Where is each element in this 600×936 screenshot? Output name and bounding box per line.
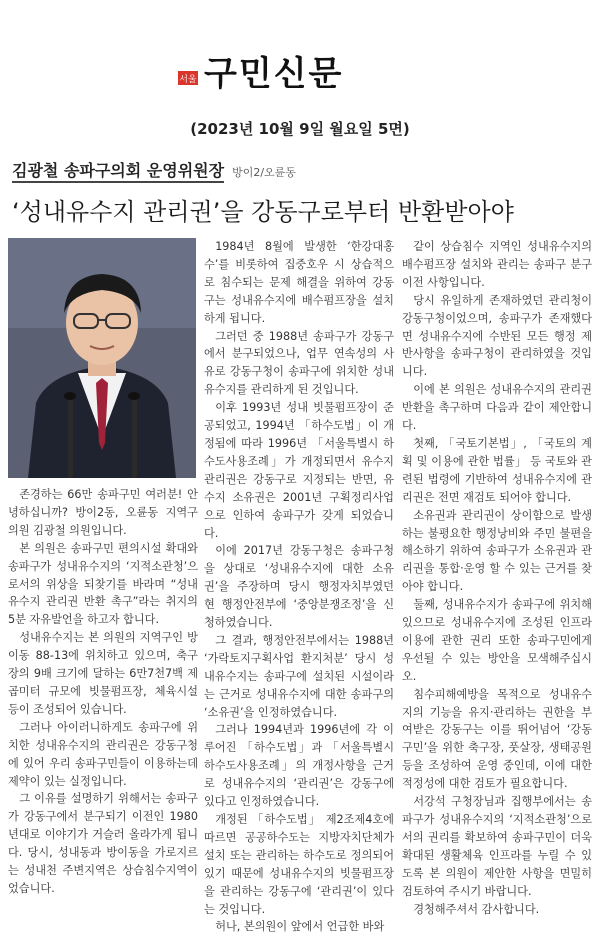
paragraph: 이에 본 의원은 성내유수지의 관리권 반환을 촉구하며 다음과 같이 제안합니다. bbox=[402, 383, 592, 433]
article-column-3 bbox=[402, 238, 592, 918]
paragraph: 같이 상습침수 지역인 성내유수지의 배수펌프장 설치와 관리는 송파구 분구 이전 사항입니다. bbox=[402, 240, 592, 289]
paragraph: 당시 유일하게 존재하였던 관리청이 강동구청이었으며, 송파구가 존재했다면 성내유수지에 수반된 모든 행정 제반사항을 송파구청이 관리하였을 것입니다. bbox=[402, 293, 592, 379]
portrait-illustration bbox=[8, 238, 196, 478]
paragraph: 첫째, 「국토기본법」, 「국토의 계획 및 이용에 관한 법률」 등 국토와 관련된 법령에 기반하여 성내유수지에 관리권은 전면 재검토 되어야 합니다. bbox=[402, 436, 592, 504]
headline: ‘성내유수지 관리권’을 강동구로부터 반환받아야 bbox=[12, 198, 514, 226]
paragraph: 침수피해예방을 목적으로 성내유수지의 기능을 유지·관리하는 권한을 부여받은 강동구는 이를 뛰어넘어 ‘강동구민’을 위한 축구장, 풋살장, 생태공원등을 조성하여 운영 중인데, 이에 대한 적정성에 대한 검토가 필요합니다. bbox=[402, 687, 592, 791]
paragraph: 개정된 「하수도법」 제2조제4호에 따르면 공공하수도는 지방자치단체가 설치 또는 관리하는 하수도로 정의되어 있기 때문에 성내유수지의 빗물펌프장을 관리하는 강동구에 ‘관리권’이 있다는 것입니다. bbox=[204, 813, 394, 916]
masthead bbox=[178, 48, 343, 92]
paragraph: 1984년 8월에 발생한 ‘한강대홍수’를 비롯하여 집중호우 시 상습적으로 침수되는 문제 해결을 위하여 강동구는 성내유수지에 배수펌프장을 설치하게 됩니다. bbox=[204, 240, 394, 325]
article-column-2 bbox=[204, 238, 394, 936]
publication-date: (2023년 10월 9일 월요일 5면) bbox=[190, 120, 410, 138]
paragraph: 그 이유를 설명하기 위해서는 송파구가 강동구에서 분구되기 이전인 1980년대로 이야기가 거슬러 올라가게 됩니다. 당시, 성내동과 방이동을 가로지르는 성내천 주변지역은 상습침수지역이었습니다. bbox=[8, 792, 198, 895]
paragraph: 경청해주셔서 감사합니다. bbox=[413, 902, 540, 916]
author-district: 방이2/오륜동 bbox=[232, 166, 296, 179]
paragraph: 그 결과, 행정안전부에서는 1988년 ‘가락토지구획사업 환지처분’ 당시 성내유수지는 송파구에 설치된 시설이라는 근거로 성내유수지에 대한 송파구의 ‘소유권’을 인정하였습니다. bbox=[204, 633, 394, 719]
paragraph: 그러나 아이러니하게도 송파구에 위치한 성내유수지의 관리권은 강동구청에 있어 우리 송파구민들이 이용하는데 제약이 있는 실정입니다. bbox=[8, 720, 198, 788]
author-title: 김광철 송파구의회 운영위원장 bbox=[12, 158, 224, 183]
paragraph: 본 의원은 송파구민 편의시설 확대와 송파구가 성내유수지의 ‘지적소관청’으로서의 위상을 되찾기를 바라며 “성내유수지 관리권 반환 촉구”라는 취지의 5분 자유발언을 하고자 합니다. bbox=[8, 541, 198, 627]
paragraph: 존경하는 66만 송파구민 여러분! 안녕하십니까? 방이2동, 오륜동 지역구 의원 김광철 의원입니다. bbox=[8, 488, 198, 537]
paragraph: 이후 1993년 성내 빗물펌프장이 준공되었고, 1994년 「하수도법」이 개정됨에 따라 1996년 「서울특별시 하수도사용조례」가 개정되면서 유수지 관리권은 강동구로 지정되는 반면, 유수지 소유권은 2001년 구획정리사업으로 인하여 송파구가 갖게 되었습니다. bbox=[204, 401, 394, 540]
newspaper-name: 구민신문 bbox=[204, 53, 344, 94]
author-photo bbox=[8, 238, 196, 478]
paragraph: 그러던 중 1988년 송파구가 강동구에서 분구되었으나, 업무 연속성의 사유로 강동구청이 송파구에 위치한 성내유수지를 관리하게 된 것입니다. bbox=[204, 329, 394, 397]
paragraph: 소유권과 관리권이 상이함으로 발생하는 불평요한 행정낭비와 주민 불편을 해소하기 위하여 송파구가 소유권과 관리권을 통합·운영 할 수 있는 근거를 찾아야 합니다. bbox=[402, 508, 592, 594]
paragraph: 성내유수지는 본 의원의 지역구인 방이동 88-13에 위치하고 있으며, 축구장의 9배 크기에 달하는 6만7천7백 제곱미터 규모에 빗물펌프장, 체육시설 등이 조성되어 있습니다. bbox=[8, 631, 198, 716]
article-column-1 bbox=[8, 486, 198, 898]
paragraph: 서강석 구청장님과 집행부에서는 송파구가 성내유수지의 ‘지적소관청’으로서의 권리를 확보하여 송파구민이 더욱 확대된 생활체육 인프라를 누릴 수 있도록 본 의원이 제안한 사항을 면밀히 검토하여 주시기 바랍니다. bbox=[402, 795, 592, 898]
paragraph: 이에 2017년 강동구청은 송파구청을 상대로 ‘성내유수지에 대한 소유권’을 주장하며 당시 행정자치부였던 현 행정안전부에 ‘중앙분쟁조정’을 신청하였습니다. bbox=[204, 544, 394, 630]
paragraph: 그러나 1994년과 1996년에 각 이루어진 「하수도법」과 「서울특별시 하수도사용조례」의 개정사항을 근거로 성내유수지의 ‘관리권’은 강동구에 있다고 인정하였습니다. bbox=[204, 723, 394, 809]
byline bbox=[12, 158, 296, 183]
paragraph: 허나, 본의원이 앞에서 언급한 바와 bbox=[215, 920, 385, 934]
paragraph: 둘째, 성내유수지가 송파구에 위치해 있으므로 성내유수지에 조성된 인프라 이용에 관한 권리 또한 송파구민에게 우선될 수 있는 방안을 모색해주십시오. bbox=[402, 598, 592, 683]
seoul-badge: 서울 bbox=[178, 71, 198, 85]
